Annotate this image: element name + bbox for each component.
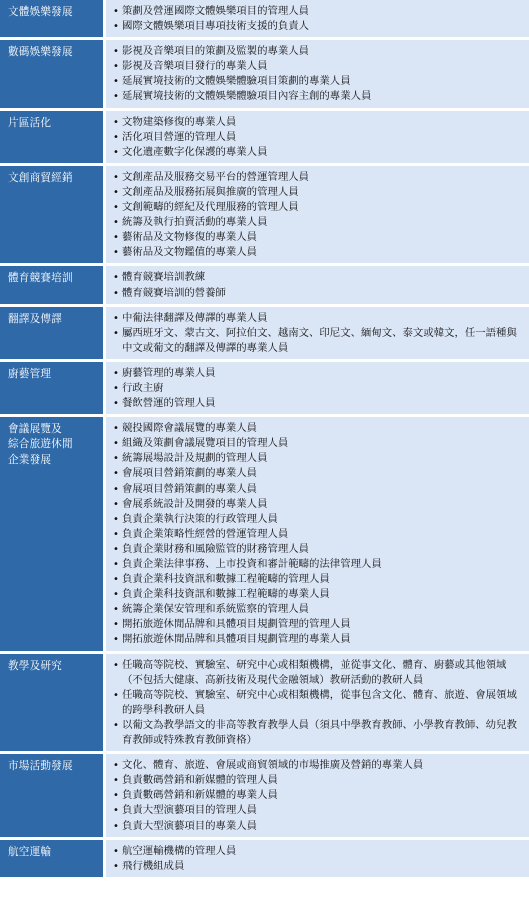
list-item [110, 451, 523, 466]
position-text: 負責企業財務和風險監管的財務管理人員 [122, 542, 310, 555]
list-item [110, 230, 523, 245]
position-text: 負責大型演藝項目的管理人員 [122, 804, 258, 817]
bullet-icon: • [113, 186, 119, 198]
position-text: 影視及音樂項目發行的專業人員 [122, 60, 268, 73]
position-text: 開拓旅遊休閒品牌和具體項目規劃管理的管理人員 [122, 618, 351, 631]
bullet-icon: • [113, 543, 119, 555]
category-label: 片區活化 [0, 111, 103, 163]
list-item [110, 617, 523, 632]
bullet-icon: • [113, 845, 119, 857]
table-row [0, 414, 529, 650]
position-text: 體育競賽培訓教練 [122, 271, 206, 284]
list-item [110, 4, 523, 19]
list-item [110, 270, 523, 285]
list-item [110, 421, 523, 436]
position-text: 負責企業法律事務、上市投資和審計範疇的法律管理人員 [122, 558, 382, 570]
bullet-icon: • [113, 805, 119, 817]
category-label: 航空運輸 [0, 840, 103, 877]
bullet-icon: • [113, 760, 119, 772]
list-item [110, 482, 523, 497]
position-list [106, 654, 529, 752]
position-text: 餐飲營運的管理人員 [122, 397, 216, 410]
list-item [110, 200, 523, 215]
bullet-icon: • [113, 232, 119, 244]
position-list [106, 40, 529, 107]
list-item [110, 145, 523, 160]
bullet-icon: • [113, 272, 119, 284]
bullet-icon: • [113, 659, 119, 671]
bullet-icon: • [113, 498, 119, 510]
bullet-icon: • [113, 860, 119, 872]
position-text: 文創產品及服務拓展與推廣的管理人員 [122, 185, 299, 198]
bullet-icon: • [113, 146, 119, 158]
table-row [0, 108, 529, 163]
list-item [110, 74, 523, 89]
position-text: 任職高等院校、實驗室、研究中心或相類機構，從事包含文化、體育、旅遊、會展領域的跨學科教研人員 [122, 688, 517, 716]
list-item [110, 89, 523, 104]
bullet-icon: • [113, 604, 119, 616]
bullet-icon: • [113, 91, 119, 103]
position-text: 影視及音樂項目的策劃及監製的專業人員 [122, 45, 310, 58]
list-item [110, 44, 523, 59]
list-item [110, 758, 523, 773]
list-item [110, 185, 523, 200]
bullet-icon: • [113, 820, 119, 832]
list-item [110, 688, 523, 718]
bullet-icon: • [113, 589, 119, 601]
table-row [0, 263, 529, 303]
position-list [106, 307, 529, 359]
bullet-icon: • [113, 438, 119, 450]
bullet-icon: • [113, 775, 119, 787]
list-item [110, 130, 523, 145]
position-text: 文創範疇的經紀及代理服務的管理人員 [122, 201, 299, 214]
bullet-icon: • [113, 46, 119, 58]
position-text: 中葡法律翻譯及傳譯的專業人員 [122, 311, 268, 324]
table-row [0, 837, 529, 877]
bullet-icon: • [113, 790, 119, 802]
position-list [106, 362, 529, 414]
position-text: 策劃及營運國際文體娛樂項目的管理人員 [122, 5, 310, 17]
list-item [110, 859, 523, 874]
category-label: 教學及研究 [0, 654, 103, 752]
position-text: 體育競賽培訓的營養師 [122, 286, 226, 299]
position-list [106, 417, 529, 650]
position-text: 文化遺產數字化保護的專業人員 [122, 145, 268, 158]
category-label: 數碼娛樂發展 [0, 40, 103, 107]
bullet-icon: • [113, 367, 119, 379]
position-text: 飛行機組成員 [122, 859, 185, 872]
position-list [106, 111, 529, 163]
position-text: 會展系統設計及開發的專業人員 [122, 497, 268, 510]
list-item [110, 542, 523, 557]
list-item [110, 436, 523, 451]
bullet-icon: • [113, 6, 119, 17]
bullet-icon: • [113, 287, 119, 299]
bullet-icon: • [113, 483, 119, 495]
bullet-icon: • [113, 559, 119, 570]
bullet-icon: • [113, 634, 119, 646]
category-label: 市場活動發展 [0, 754, 103, 836]
list-item [110, 557, 523, 572]
position-text: 以葡文為教學語文的非高等教育教學人員（須具中學教育教師、小學教育教師、幼兒教育教師或特殊教育教師資格） [122, 718, 517, 747]
bullet-icon: • [113, 202, 119, 214]
position-text: 延展實境技術的文體娛樂體驗項目內容主創的專業人員 [122, 90, 372, 103]
category-label: 體育競賽培訓 [0, 266, 103, 303]
list-item [110, 245, 523, 260]
bullet-icon: • [113, 513, 119, 525]
position-list [106, 840, 529, 877]
list-item [110, 19, 523, 34]
list-item [110, 632, 523, 647]
position-text: 廚藝管理的專業人員 [122, 366, 216, 379]
position-text: 會展項目營銷策劃的專業人員 [122, 467, 258, 480]
category-label: 文創商貿經銷 [0, 166, 103, 264]
list-item [110, 326, 523, 356]
table-row [0, 37, 529, 107]
position-text: 負責企業執行決策的行政管理人員 [122, 512, 278, 525]
bullet-icon: • [113, 116, 119, 128]
bullet-icon: • [113, 528, 119, 540]
list-item [110, 773, 523, 788]
position-text: 負責數碼營銷和新媒體的專業人員 [122, 789, 278, 802]
position-text: 航空運輸機構的管理人員 [122, 844, 237, 857]
list-item [110, 718, 523, 748]
list-item [110, 512, 523, 527]
list-item [110, 366, 523, 381]
list-item [110, 803, 523, 818]
table-row [0, 163, 529, 264]
list-item [110, 170, 523, 185]
position-text: 競投國際會議展覽的專業人員 [122, 422, 258, 435]
bullet-icon: • [113, 382, 119, 394]
bullet-icon: • [113, 619, 119, 631]
bullet-icon: • [113, 21, 119, 33]
position-text: 統籌及執行拍賣活動的專業人員 [122, 216, 268, 229]
position-text: 任職高等院校、實驗室、研究中心或相類機構，並從事文化、體育、廚藝或其他領域（不包括大健康、高新技術及現代金融領域）教研活動的教研人員 [122, 658, 507, 686]
bullet-icon: • [113, 423, 119, 435]
position-text: 延展實境技術的文體娛樂體驗項目策劃的專業人員 [122, 75, 351, 88]
list-item [110, 59, 523, 74]
position-text: 藝術品及文物鑑值的專業人員 [122, 246, 258, 259]
bullet-icon: • [113, 217, 119, 229]
table-row [0, 0, 529, 37]
position-text: 文化、體育、旅遊、會展或商貿領域的市場推廣及營銷的專業人員 [122, 759, 424, 772]
list-item [110, 286, 523, 301]
position-text: 文創產品及服務交易平台的營運管理人員 [122, 170, 310, 183]
position-text: 負責企業科技資訊和數據工程範疇的管理人員 [122, 573, 330, 586]
bullet-icon: • [113, 327, 119, 339]
position-text: 統籌展場設計及規劃的管理人員 [122, 452, 268, 465]
position-text: 活化項目營運的管理人員 [122, 130, 237, 143]
position-list [106, 166, 529, 264]
bullet-icon: • [113, 312, 119, 324]
list-item [110, 311, 523, 326]
category-label: 會議展覽及 綜合旅遊休閒 企業發展 [0, 417, 103, 650]
list-item [110, 572, 523, 587]
list-item [110, 381, 523, 396]
position-text: 組織及策劃會議展覽項目的管理人員 [122, 437, 289, 450]
list-item [110, 466, 523, 481]
list-item [110, 602, 523, 617]
position-list [106, 266, 529, 303]
list-item [110, 396, 523, 411]
bullet-icon: • [113, 453, 119, 465]
table-row [0, 651, 529, 752]
list-item [110, 497, 523, 512]
list-item [110, 587, 523, 602]
list-item [110, 115, 523, 130]
position-text: 統籌企業保安管理和系統監察的管理人員 [122, 603, 310, 616]
category-label: 文體娛樂發展 [0, 0, 103, 37]
table-row [0, 751, 529, 836]
position-text: 會展項目營銷策劃的專業人員 [122, 482, 258, 495]
bullet-icon: • [113, 131, 119, 143]
position-text: 負責企業策略性經營的營運管理人員 [122, 527, 289, 540]
position-text: 負責數碼營銷和新媒體的管理人員 [122, 774, 278, 787]
bullet-icon: • [113, 689, 119, 701]
position-text: 行政主廚 [122, 381, 164, 394]
position-text: 國際文體娛樂項目專項技術支援的負責人 [122, 20, 310, 33]
position-text: 負責企業科技資訊和數據工程範疇的專業人員 [122, 588, 330, 601]
position-text: 屬西班牙文、蒙古文、阿拉伯文、越南文、印尼文、緬甸文、泰文或韓文，任一語種與中文或葡文的翻譯及傳譯的專業人員 [122, 326, 517, 354]
bullet-icon: • [113, 719, 119, 731]
position-text: 文物建築修復的專業人員 [122, 115, 237, 128]
bullet-icon: • [113, 398, 119, 410]
bullet-icon: • [113, 76, 119, 88]
list-item [110, 658, 523, 688]
category-label: 翻譯及傳譯 [0, 307, 103, 359]
category-label: 廚藝管理 [0, 362, 103, 414]
bullet-icon: • [113, 574, 119, 586]
list-item [110, 788, 523, 803]
bullet-icon: • [113, 171, 119, 183]
bullet-icon: • [113, 61, 119, 73]
position-text: 負責大型演藝項目的專業人員 [122, 819, 258, 832]
position-text: 藝術品及文物修復的專業人員 [122, 231, 258, 244]
position-list [106, 754, 529, 836]
bullet-icon: • [113, 468, 119, 480]
table-row [0, 359, 529, 414]
list-item [110, 844, 523, 859]
list-item [110, 819, 523, 834]
list-item [110, 527, 523, 542]
position-list [106, 0, 529, 37]
bullet-icon: • [113, 247, 119, 259]
position-text: 開拓旅遊休閒品牌和具體項目規劃管理的專業人員 [122, 633, 351, 646]
list-item [110, 215, 523, 230]
table-row [0, 304, 529, 359]
